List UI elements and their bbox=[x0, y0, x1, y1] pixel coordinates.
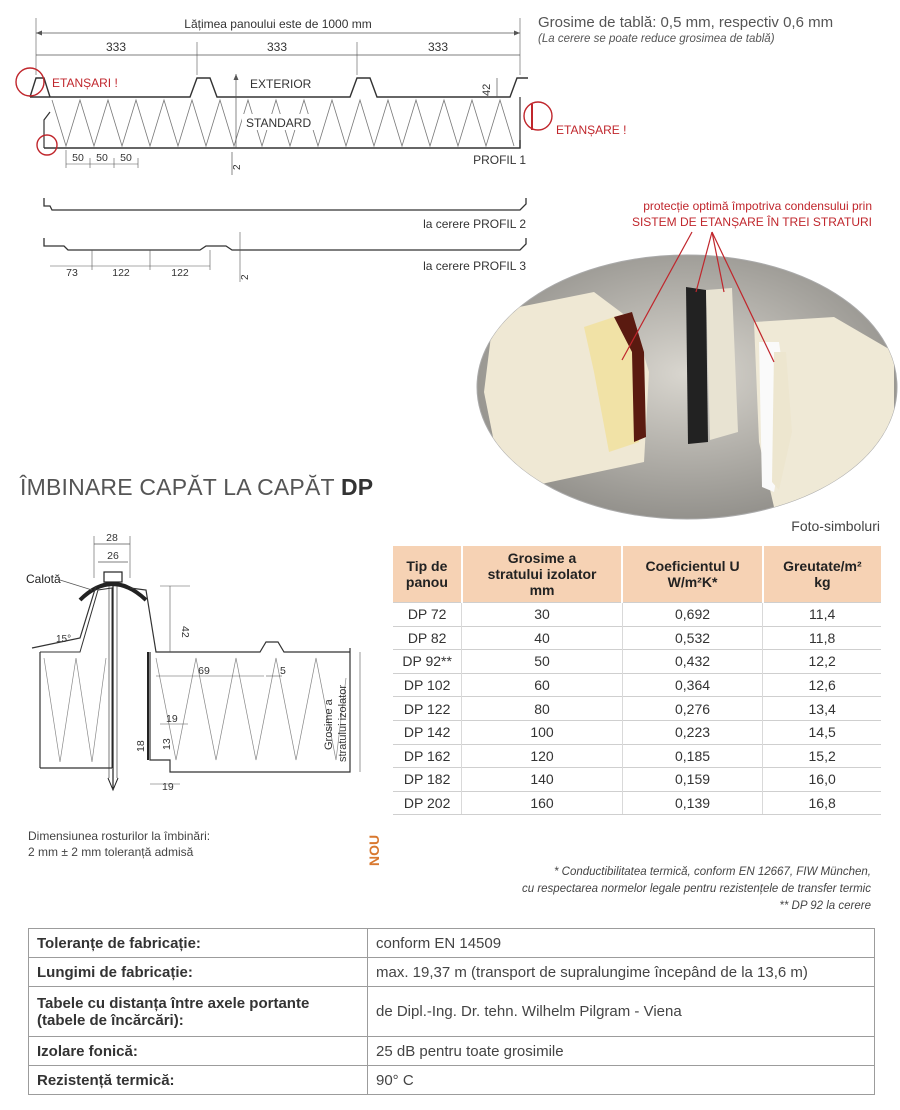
section-title bbox=[20, 474, 373, 501]
dim-26: 26 bbox=[107, 550, 119, 562]
table-row: DP 102 60 0,364 12,6 bbox=[393, 673, 881, 697]
profile3-label: la cerere PROFIL 3 bbox=[423, 259, 526, 273]
table-row: DP 92** 50 0,432 12,2 bbox=[393, 650, 881, 674]
table-row: DP 142 100 0,223 14,5 bbox=[393, 720, 881, 744]
photo-caption: Foto-simboluri bbox=[791, 518, 880, 534]
thickness-line-2: (La cerere se poate reduce grosimea de tablă) bbox=[538, 33, 775, 45]
seal-right-label: ETANȘARE ! bbox=[556, 123, 627, 137]
joint-caption-line-1: Dimensiunea rosturilor la îmbinări: bbox=[28, 829, 211, 843]
rib-width-3: 50 bbox=[120, 152, 132, 164]
header-thickness: Grosime a stratului izolator mm bbox=[462, 546, 622, 603]
angle-label: 15° bbox=[56, 634, 72, 645]
table-row bbox=[29, 1037, 875, 1066]
dim-5: 5 bbox=[280, 665, 286, 677]
segment-1: 333 bbox=[105, 40, 127, 54]
dim-42: 42 bbox=[179, 626, 191, 638]
joint-caption bbox=[28, 828, 210, 860]
p3-dim-1: 73 bbox=[66, 267, 78, 279]
insulation-label-1: Grosime a bbox=[323, 699, 335, 750]
footnote-3: ** DP 92 la cerere bbox=[779, 900, 871, 912]
table-header-row bbox=[393, 546, 881, 603]
offset-label: 2 bbox=[232, 164, 243, 170]
condensation-line-2: SISTEM DE ETANȘARE ÎN TREI STRATURI bbox=[631, 215, 872, 229]
dim-69: 69 bbox=[198, 665, 210, 677]
dim-28: 28 bbox=[106, 532, 118, 544]
footnote-1: * Conductibilitatea termică, conform EN 12667, FIW München, bbox=[553, 866, 871, 878]
fab-label: Izolare fonică: bbox=[29, 1037, 368, 1066]
dim-18: 18 bbox=[135, 740, 147, 752]
table-row bbox=[29, 1066, 875, 1095]
condensation-line-1: protecție optimă împotriva condensului prin bbox=[643, 199, 872, 213]
fab-label: Lungimi de fabricație: bbox=[29, 958, 368, 987]
table-row: DP 82 40 0,532 11,8 bbox=[393, 626, 881, 650]
dim-19b: 19 bbox=[162, 781, 174, 793]
panel-properties-table bbox=[393, 546, 881, 815]
header-type: Tip de panou bbox=[393, 546, 462, 603]
footnote-2: cu respectarea normelor legale pentru rezistențele de transfer termic bbox=[521, 883, 871, 895]
table-row: DP 122 80 0,276 13,4 bbox=[393, 697, 881, 721]
header-weight: Greutate/m² kg bbox=[763, 546, 881, 603]
profile-drawing bbox=[0, 0, 627, 295]
thickness-line-1: Grosime de tablă: 0,5 mm, respectiv 0,6 mm bbox=[538, 14, 834, 31]
standard-label: STANDARD bbox=[246, 116, 312, 130]
condensation-note bbox=[560, 198, 872, 230]
table-row: DP 182 140 0,159 16,0 bbox=[393, 768, 881, 792]
profile1-label: PROFIL 1 bbox=[473, 153, 526, 167]
table-row bbox=[29, 929, 875, 958]
thickness-note bbox=[538, 14, 898, 45]
fab-label: Toleranțe de fabricație: bbox=[29, 929, 368, 958]
fab-value: conform EN 14509 bbox=[368, 929, 875, 958]
panel-width-label: Lățimea panoului este de 1000 mm bbox=[184, 17, 372, 31]
fab-value: de Dipl.-Ing. Dr. tehn. Wilhelm Pilgram - Viena bbox=[368, 987, 875, 1037]
table-row: DP 72 30 0,692 11,4 bbox=[393, 603, 881, 627]
fab-value: 90° C bbox=[368, 1066, 875, 1095]
joint-drawing bbox=[20, 528, 370, 808]
table-row bbox=[29, 958, 875, 987]
dim-13: 13 bbox=[161, 738, 173, 750]
table-row bbox=[29, 987, 875, 1037]
header-u-value: Coeficientul U W/m²K* bbox=[622, 546, 763, 603]
insulation-label-2: stratului izolator bbox=[337, 684, 349, 762]
segment-2: 333 bbox=[266, 40, 288, 54]
table-footnotes bbox=[393, 864, 871, 915]
table-row: DP 202 160 0,139 16,8 bbox=[393, 791, 881, 815]
section-title-main: ÎMBINARE CAPĂT LA CAPĂT bbox=[20, 474, 335, 500]
rib-height-label: 42 bbox=[481, 83, 493, 96]
segment-3: 333 bbox=[427, 40, 449, 54]
cap-label: Calotă bbox=[26, 572, 61, 586]
fab-label: Rezistență termică: bbox=[29, 1066, 368, 1095]
seal-photo bbox=[474, 232, 900, 522]
p3-dim-2: 122 bbox=[112, 267, 130, 279]
fab-label: Tabele cu distanța între axele portante (tabele de încărcări): bbox=[29, 987, 368, 1037]
exterior-label: EXTERIOR bbox=[250, 77, 312, 91]
rib-width-1: 50 bbox=[72, 152, 84, 164]
new-badge: NOU bbox=[366, 834, 382, 866]
p3-dim-3: 122 bbox=[171, 267, 189, 279]
fab-value: 25 dB pentru toate grosimile bbox=[368, 1037, 875, 1066]
rib-width-2: 50 bbox=[96, 152, 108, 164]
fabrication-table bbox=[28, 928, 875, 1095]
p3-offset: 2 bbox=[240, 274, 251, 280]
section-title-bold: DP bbox=[340, 474, 374, 500]
seal-left-label: ETANȘARI ! bbox=[52, 76, 118, 90]
table-row: DP 162 120 0,185 15,2 bbox=[393, 744, 881, 768]
fab-value: max. 19,37 m (transport de supralungime începând de la 13,6 m) bbox=[368, 958, 875, 987]
joint-caption-line-2: 2 mm ± 2 mm toleranță admisă bbox=[28, 845, 194, 859]
profile2-label: la cerere PROFIL 2 bbox=[423, 217, 526, 231]
dim-19a: 19 bbox=[166, 713, 178, 725]
